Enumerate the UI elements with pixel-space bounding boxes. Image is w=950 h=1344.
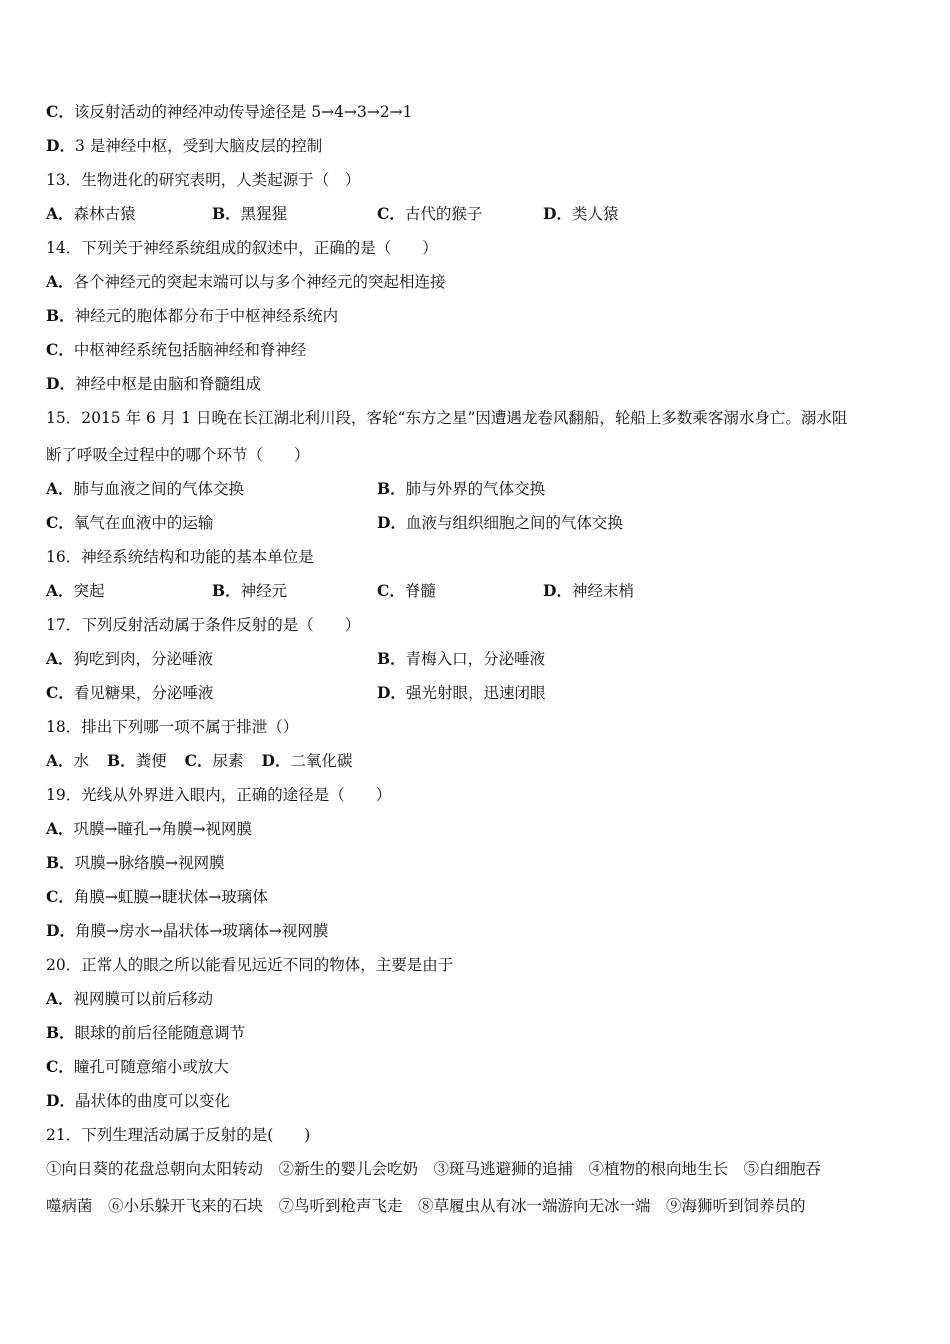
option-label: D． — [46, 1091, 75, 1110]
option-label: A． — [46, 751, 74, 770]
option-label: D． — [46, 136, 75, 155]
option-label: C． — [184, 751, 213, 770]
option-label: A． — [46, 819, 74, 838]
option-label: A． — [46, 204, 74, 223]
option-text: 氧气在血液中的运输 — [73, 514, 214, 532]
q19-option-d — [46, 919, 906, 953]
q21-items-line2: 噬病菌 ⑥小乐躲开飞来的石块 ⑦鸟听到枪声飞走 ⑧草履虫从有冰一端游向无冰一端 ⑨海狮听到饲养员的 — [46, 1197, 806, 1215]
q21-items-line1: ①向日葵的花盘总朝向太阳转动 ②新生的婴儿会吃奶 ③斑马逃避狮的追捕 ④植物的根向地生长 ⑤白细胞吞 — [46, 1160, 822, 1178]
q13-option-d — [543, 202, 618, 226]
q14-option-a — [46, 270, 906, 304]
q12-option-c — [46, 100, 906, 134]
option-text: 突起 — [73, 582, 105, 600]
option-label: D． — [543, 581, 572, 600]
option-text: 粪便 — [135, 752, 167, 770]
option-label: C． — [46, 887, 74, 906]
option-text: 青梅入口，分泌唾液 — [405, 650, 546, 668]
q18-stem: 18．排出下列哪一项不属于排泄（） — [46, 718, 299, 736]
option-label: C． — [46, 102, 74, 121]
option-label: A． — [46, 649, 74, 668]
q19-option-b — [46, 851, 906, 885]
option-label: B． — [46, 306, 75, 325]
option-text: 肺与外界的气体交换 — [405, 480, 546, 498]
option-text: 脊髓 — [404, 582, 436, 600]
q16-option-c — [377, 579, 436, 603]
option-text: 晶状体的曲度可以变化 — [74, 1092, 230, 1110]
option-label: A． — [46, 479, 74, 498]
q21-stem: 21．下列生理活动属于反射的是( ) — [46, 1126, 311, 1144]
q17-option-a — [46, 647, 213, 671]
option-label: C． — [46, 513, 74, 532]
option-label: D． — [377, 683, 406, 702]
option-text: 各个神经元的突起末端可以与多个神经元的突起相连接 — [73, 273, 446, 291]
option-text: 该反射活动的神经冲动传导途径是 5→4→3→2→1 — [73, 103, 413, 121]
q15-stem-line2: 断了呼吸全过程中的哪个环节（ ） — [46, 446, 310, 464]
option-text: 血液与组织细胞之间的气体交换 — [405, 514, 623, 532]
option-label: B． — [107, 751, 136, 770]
option-text: 中枢神经系统包括脑神经和脊神经 — [73, 341, 307, 359]
option-text: 森林古猿 — [73, 205, 136, 223]
option-text: 神经末梢 — [571, 582, 634, 600]
option-text: 古代的猴子 — [404, 205, 483, 223]
option-label: D． — [261, 751, 291, 770]
q16-option-d — [543, 579, 634, 603]
option-label: B． — [377, 649, 406, 668]
option-label: A． — [46, 989, 74, 1008]
option-text: 瞳孔可随意缩小或放大 — [73, 1058, 229, 1076]
option-text: 肺与血液之间的气体交换 — [73, 480, 245, 498]
option-label: C． — [46, 683, 74, 702]
q20-option-c — [46, 1055, 906, 1089]
q13-option-a — [46, 202, 136, 226]
q13-option-b — [212, 202, 287, 226]
q16-options — [46, 579, 906, 613]
option-text: 神经元 — [240, 582, 288, 600]
q14-option-d — [46, 372, 906, 406]
q14-option-c — [46, 338, 906, 372]
q13-option-c — [377, 202, 482, 226]
option-label: A． — [46, 581, 74, 600]
option-label: B． — [212, 581, 241, 600]
q15-option-b — [377, 477, 545, 501]
option-label: C． — [46, 340, 74, 359]
option-text: 黑猩猩 — [240, 205, 288, 223]
q18-option-a — [46, 749, 89, 773]
q15-option-d — [377, 511, 623, 535]
option-label: D． — [46, 921, 75, 940]
q13-options — [46, 202, 906, 236]
q16-option-a — [46, 579, 105, 603]
q19-option-a — [46, 817, 906, 851]
option-label: B． — [46, 1023, 75, 1042]
q17-stem: 17．下列反射活动属于条件反射的是（ ） — [46, 616, 361, 634]
q15-options-ab — [46, 477, 906, 511]
q15-option-c — [46, 511, 213, 535]
q12-option-d — [46, 134, 906, 168]
option-label: B． — [377, 479, 406, 498]
q19-option-c — [46, 885, 906, 919]
q20-option-b — [46, 1021, 906, 1055]
option-text: 巩膜→脉络膜→视网膜 — [74, 854, 225, 872]
option-text: 二氧化碳 — [290, 752, 353, 770]
q16-option-b — [212, 579, 287, 603]
q14-stem: 14．下列关于神经系统组成的叙述中，正确的是（ ） — [46, 239, 438, 257]
option-text: 角膜→房水→晶状体→玻璃体→视网膜 — [74, 922, 329, 940]
option-label: A． — [46, 272, 74, 291]
option-label: B． — [46, 853, 75, 872]
option-text: 尿素 — [212, 752, 244, 770]
option-text: 3 是神经中枢，受到大脑皮层的控制 — [74, 137, 323, 155]
q17-options-ab — [46, 647, 906, 681]
q20-option-a — [46, 987, 906, 1021]
option-text: 强光射眼，迅速闭眼 — [405, 684, 546, 702]
document-page — [46, 100, 906, 1228]
q18-option-c — [185, 749, 244, 773]
q14-option-b — [46, 304, 906, 338]
q17-option-b — [377, 647, 545, 671]
option-text: 狗吃到肉，分泌唾液 — [73, 650, 214, 668]
option-label: C． — [377, 581, 405, 600]
q18-options — [46, 749, 906, 783]
q13-stem: 13．生物进化的研究表明，人类起源于（ ） — [46, 171, 361, 189]
option-label: C． — [377, 204, 405, 223]
option-label: B． — [212, 204, 241, 223]
option-text: 神经元的胞体都分布于中枢神经系统内 — [74, 307, 339, 325]
q17-options-cd — [46, 681, 906, 715]
q15-option-a — [46, 477, 244, 501]
option-text: 神经中枢是由脑和脊髓组成 — [74, 375, 261, 393]
q19-stem: 19．光线从外界进入眼内，正确的途径是（ ） — [46, 786, 392, 804]
option-text: 类人猿 — [571, 205, 619, 223]
option-text: 巩膜→瞳孔→角膜→视网膜 — [73, 820, 252, 838]
option-label: C． — [46, 1057, 74, 1076]
q20-option-d — [46, 1089, 906, 1123]
q15-options-cd — [46, 511, 906, 545]
option-label: D． — [377, 513, 406, 532]
q16-stem: 16．神经系统结构和功能的基本单位是 — [46, 548, 314, 566]
option-text: 眼球的前后径能随意调节 — [74, 1024, 246, 1042]
q20-stem: 20．正常人的眼之所以能看见远近不同的物体，主要是由于 — [46, 956, 454, 974]
q17-option-d — [377, 681, 545, 705]
q18-option-d — [262, 749, 353, 773]
option-text: 看见糖果，分泌唾液 — [73, 684, 214, 702]
q17-option-c — [46, 681, 213, 705]
option-text: 视网膜可以前后移动 — [73, 990, 214, 1008]
option-label: D． — [543, 204, 572, 223]
option-text: 角膜→虹膜→睫状体→玻璃体 — [73, 888, 268, 906]
option-label: D． — [46, 374, 75, 393]
q15-stem-line1: 15．2015 年 6 月 1 日晚在长江湖北利川段，客轮“东方之星”因遭遇龙卷风翻船，轮船上多数乘客溺水身亡。溺水阻 — [46, 409, 848, 427]
option-text: 水 — [73, 752, 90, 770]
q18-option-b — [107, 749, 167, 773]
